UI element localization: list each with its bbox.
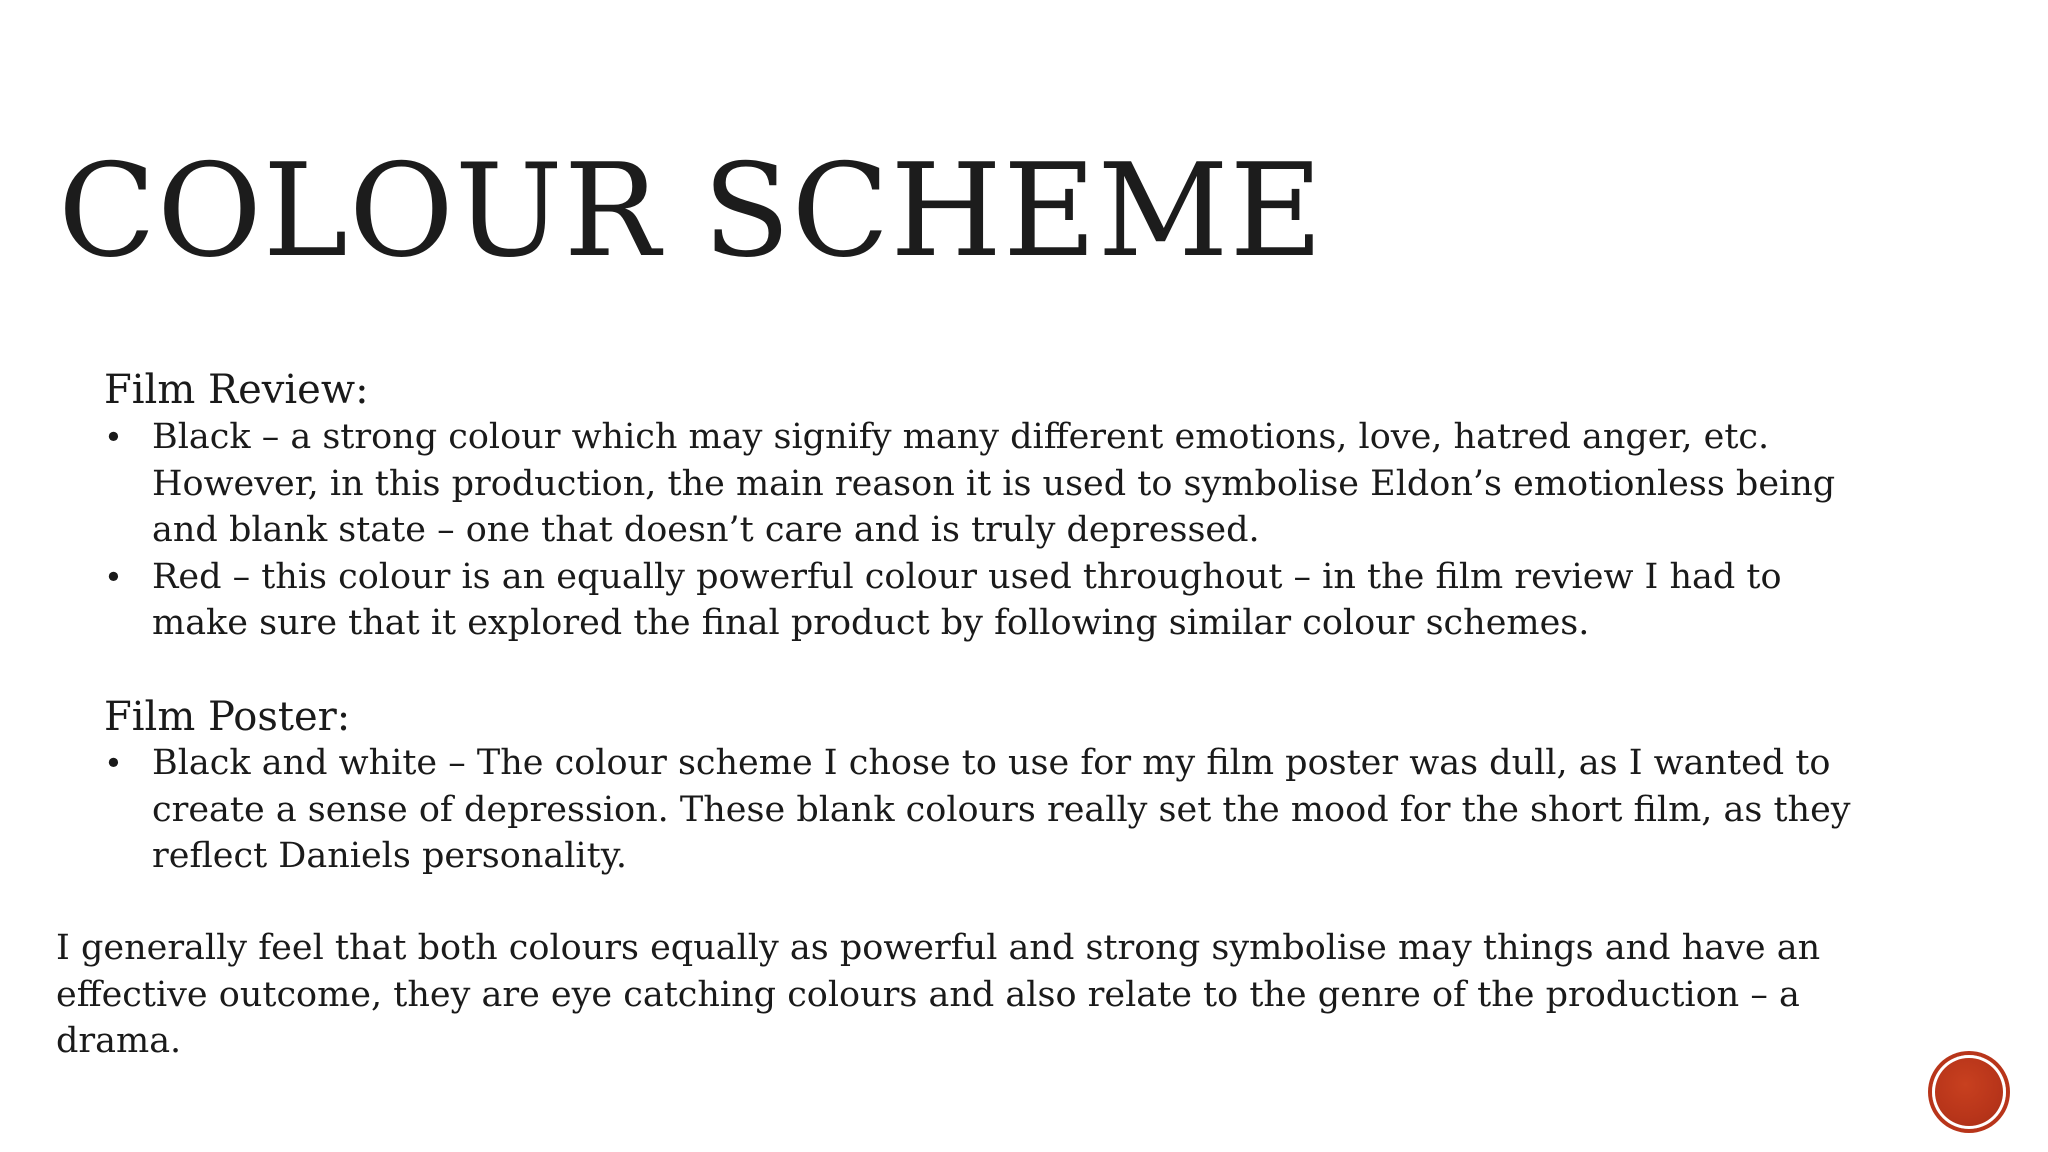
- film-review-heading: Film Review:: [104, 367, 369, 413]
- slide-title: COLOUR SCHEME: [58, 137, 1324, 286]
- conclusion-paragraph: I generally feel that both colours equally as powerful and strong symbolise may things and have an effective outcome, they are eye catching colours and also relate to the genre of the production – a drama.: [56, 928, 1821, 1061]
- bullet-text: Black – a strong colour which may signify many different emotions, love, hatred anger, etc. However, in this production, the main reason it is used to symbolise Eldon’s emotionless being and blank state – one that doesn’t care and is truly depressed.: [152, 417, 1836, 550]
- next-slide-icon[interactable]: [1932, 1055, 2006, 1129]
- bullet-text: Black and white – The colour scheme I chose to use for my film poster was dull, as I wanted to create a sense of depression. These blank colours really set the mood for the short film, as they reflect Daniels personality.: [152, 743, 1851, 876]
- film-review-list: [104, 414, 1884, 647]
- list-item: [104, 414, 1884, 554]
- bullet-icon: •: [104, 418, 123, 456]
- bullet-icon: •: [104, 557, 123, 596]
- bullet-text: Red – this colour is an equally powerful colour used throughout – in the film review I had to make sure that it explored the final product by following similar colour schemes.: [152, 556, 1782, 643]
- film-poster-list: [104, 740, 1884, 880]
- list-item: [104, 740, 1884, 880]
- bullet-icon: •: [104, 744, 123, 782]
- film-poster-heading: Film Poster:: [104, 694, 351, 740]
- list-item: [104, 554, 1884, 647]
